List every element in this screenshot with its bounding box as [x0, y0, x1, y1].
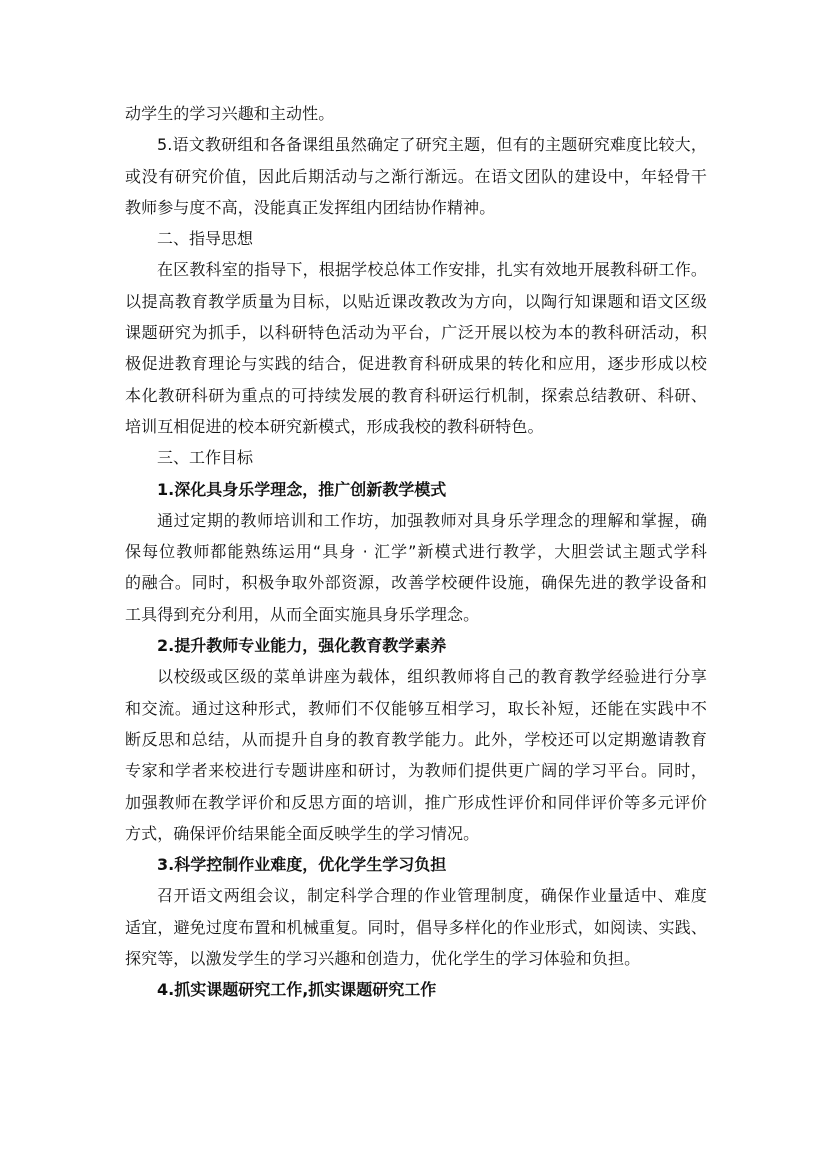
text-line: 专家和学者来校进行专题讲座和研讨，为教师们提供更广阔的学习平台。同时， — [125, 761, 707, 781]
text-line: 在区教科室的指导下，根据学校总体工作安排，扎实有效地开展教科研工作。 — [157, 260, 707, 280]
text-line: 培训互相促进的校本研究新模式，形成我校的教科研特色。 — [125, 416, 544, 436]
text-line: 探究等，以激发学生的学习兴趣和创造力，优化学生的学习体验和负担。 — [125, 949, 641, 969]
paragraph-goal-3 — [125, 880, 707, 974]
text-line: 本化教研科研为重点的可持续发展的教育科研运行机制，探索总结教研、科研、 — [125, 385, 707, 405]
text-line: 适宜，避免过度布置和机械重复。同时，倡导多样化的作业形式，如阅读、实践、 — [125, 917, 707, 937]
text-line: 或没有研究价值，因此后期活动与之渐行渐远。在语文团队的建设中，年轻骨干 — [125, 166, 707, 186]
text-line: 的融合。同时，积极争取外部资源，改善学校硬件设施，确保先进的教学设备和 — [125, 573, 707, 593]
paragraph-problem-5 — [125, 129, 707, 223]
paragraph-goal-2 — [125, 661, 707, 849]
text-line: 5.语文教研组和各备课组虽然确定了研究主题，但有的主题研究难度比较大， — [157, 135, 707, 155]
text-line: 通过定期的教师培训和工作坊，加强教师对具身乐学理念的理解和掌握，确 — [157, 510, 707, 530]
paragraph-goal-1 — [125, 505, 707, 630]
section-heading-work-goals: 三、工作目标 — [157, 448, 254, 468]
text-line: 以提高教育教学质量为目标，以贴近课改教改为方向，以陶行知课题和语文区级 — [125, 291, 707, 311]
text-line: 加强教师在教学评价和反思方面的培训，推广形成性评价和同伴评价等多元评价 — [125, 792, 707, 812]
text-line: 和交流。通过这种形式，教师们不仅能够互相学习，取长补短，还能在实践中不 — [125, 698, 707, 718]
section-heading-guiding-ideology: 二、指导思想 — [157, 229, 254, 249]
text-line: 断反思和总结，从而提升自身的教育教学能力。此外，学校还可以定期邀请教育 — [125, 729, 707, 749]
subheading-goal-3: 3.科学控制作业难度，优化学生学习负担 — [157, 855, 447, 875]
subheading-goal-4: 4.抓实课题研究工作,抓实课题研究工作 — [157, 980, 437, 1000]
document-body — [125, 98, 707, 1006]
subheading-goal-2: 2.提升教师专业能力，强化教育教学素养 — [157, 636, 447, 656]
paragraph-continuation — [125, 98, 707, 129]
text-line: 工具得到充分利用，从而全面实施具身乐学理念。 — [125, 604, 480, 624]
paragraph-guiding-ideology — [125, 254, 707, 442]
text-line: 极促进教育理论与实践的结合，促进教育科研成果的转化和应用，逐步形成以校 — [125, 354, 707, 374]
subheading-goal-1: 1.深化具身乐学理念，推广创新教学模式 — [157, 479, 447, 499]
text-line: 动学生的学习兴趣和主动性。 — [125, 104, 335, 123]
text-line: 教师参与度不高，没能真正发挥组内团结协作精神。 — [125, 197, 496, 217]
text-line: 方式，确保评价结果能全面反映学生的学习情况。 — [125, 823, 480, 843]
text-line: 课题研究为抓手，以科研特色活动为平台，广泛开展以校为本的教科研活动，积 — [125, 323, 707, 343]
text-line: 召开语文两组会议，制定科学合理的作业管理制度，确保作业量适中、难度 — [157, 886, 707, 906]
text-line: 以校级或区级的菜单讲座为载体，组织教师将自己的教育教学经验进行分享 — [157, 667, 707, 687]
text-line: 保每位教师都能熟练运用“具身 · 汇学”新模式进行教学，大胆尝试主题式学科 — [125, 542, 707, 562]
